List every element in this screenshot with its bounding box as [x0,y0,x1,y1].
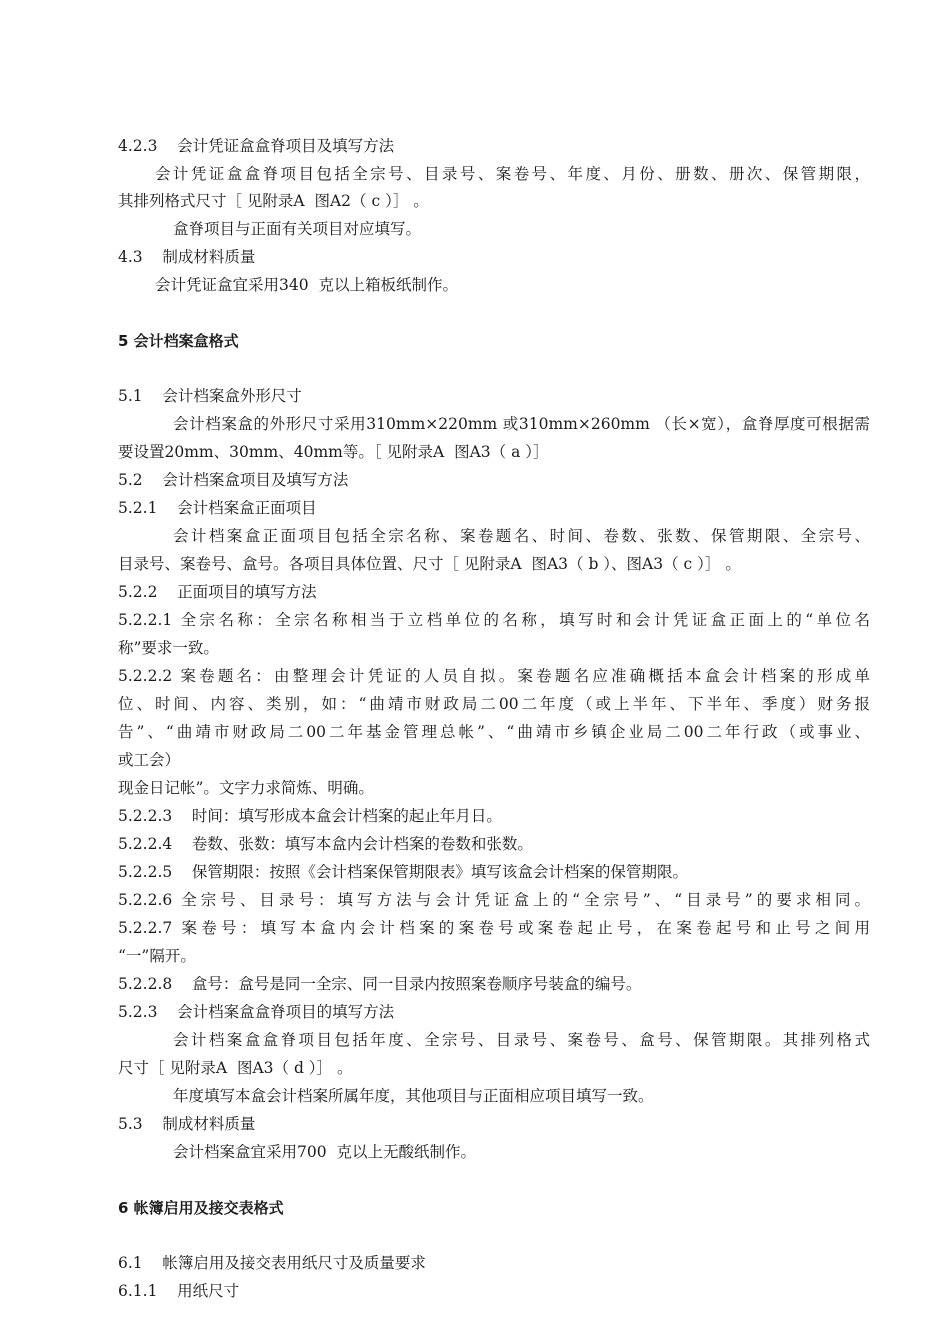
section-heading-5-3: 5.3 制成材料质量 [118,1115,256,1133]
list-item: 5.2.2.5 保管期限：按照《会计档案保管期限表》填写该盒会计档案的保管期限。 [118,863,688,881]
section-heading-5-2-3: 5.2.3 会计档案盒盒脊项目的填写方法 [118,1003,395,1021]
section-heading-5-1: 5.1 会计档案盒外形尺寸 [118,387,302,405]
list-item: 5.2.2.8 盒号：盒号是同一全宗、同一目录内按照案卷顺序号装盒的编号。 [118,975,642,993]
list-item: 5.2.2.3 时间：填写形成本盒会计档案的起止年月日。 [118,807,502,825]
list-item: 5.2.2.6 全宗号、目录号：填写方法与会计凭证盒上的“全宗号”、“目录号”的要求相同。 [118,891,870,909]
paragraph-line: 尺寸［ 见附录A 图A3（ d ）］ 。 [118,1059,353,1077]
section-heading-4-3: 4.3 制成材料质量 [118,248,256,266]
paragraph-line: 会计档案盒的外形尺寸采用310mm×220mm 或310mm×260mm （长×宽），盒脊厚度可根据需 [173,415,870,433]
list-item-cont: 告”、“曲靖市财政局二00二年基金管理总帐”、“曲靖市乡镇企业局二00二年行政（或事业、 [118,723,870,741]
paragraph-line: 要设置20mm、30mm、40mm等。［ 见附录A 图A3（ a ）］ [118,443,549,461]
list-item-cont: “一”隔开。 [118,947,196,965]
paragraph-line: 会计档案盒盒脊项目包括年度、全宗号、目录号、案卷号、盒号、保管期限。其排列格式 [173,1031,870,1049]
chapter-title-5: 5 会计档案盒格式 [118,332,239,350]
list-item-cont: 位、时间、内容、类别，如：“曲靖市财政局二00二年度（或上半年、下半年、季度）财务报 [118,695,870,713]
paragraph-line: 盒脊项目与正面有关项目对应填写。 [173,220,422,238]
list-item: 5.2.2.2 案卷题名：由整理会计凭证的人员自拟。案卷题名应准确概括本盒会计档案的形成单 [118,667,870,685]
section-heading-5-2-2: 5.2.2 正面项目的填写方法 [118,583,317,601]
section-heading-6-1: 6.1 帐簿启用及接交表用纸尺寸及质量要求 [118,1254,426,1272]
paragraph-line: 会计档案盒宜采用700 克以上无酸纸制作。 [173,1143,476,1161]
paragraph-line: 其排列格式尺寸［ 见附录A 图A2（ c ）］ 。 [118,192,429,210]
list-item: 5.2.2.4 卷数、张数：填写本盒内会计档案的卷数和张数。 [118,835,533,853]
paragraph-line: 年度填写本盒会计档案所属年度，其他项目与正面相应项目填写一致。 [173,1087,654,1105]
list-item-cont: 或工会） [118,751,181,769]
section-heading-6-1-1: 6.1.1 用纸尺寸 [118,1282,240,1300]
list-item-cont: 现金日记帐”。文字力求简炼、明确。 [118,779,374,797]
section-heading-4-2-3: 4.2.3 会计凭证盒盒脊项目及填写方法 [118,137,395,155]
list-item-cont: 称”要求一致。 [118,639,219,657]
list-item: 5.2.2.7 案卷号：填写本盒内会计档案的案卷号或案卷起止号，在案卷起号和止号之间用 [118,919,870,937]
paragraph-line: 会计档案盒正面项目包括全宗名称、案卷题名、时间、卷数、张数、保管期限、全宗号、 [173,527,870,545]
paragraph-line: 会计凭证盒宜采用340 克以上箱板纸制作。 [155,276,458,294]
section-heading-5-2: 5.2 会计档案盒项目及填写方法 [118,471,349,489]
paragraph-line: 会计凭证盒盒脊项目包括全宗号、目录号、案卷号、年度、月份、册数、册次、保管期限， [155,165,870,183]
list-item: 5.2.2.1 全宗名称：全宗名称相当于立档单位的名称，填写时和会计凭证盒正面上的“单位名 [118,611,870,629]
section-heading-5-2-1: 5.2.1 会计档案盒正面项目 [118,499,317,517]
paragraph-line: 目录号、案卷号、盒号。各项目具体位置、尺寸［ 见附录A 图A3（ b ）、图A3（ c ）］ 。 [118,555,741,573]
chapter-title-6: 6 帐簿启用及接交表格式 [118,1199,284,1217]
